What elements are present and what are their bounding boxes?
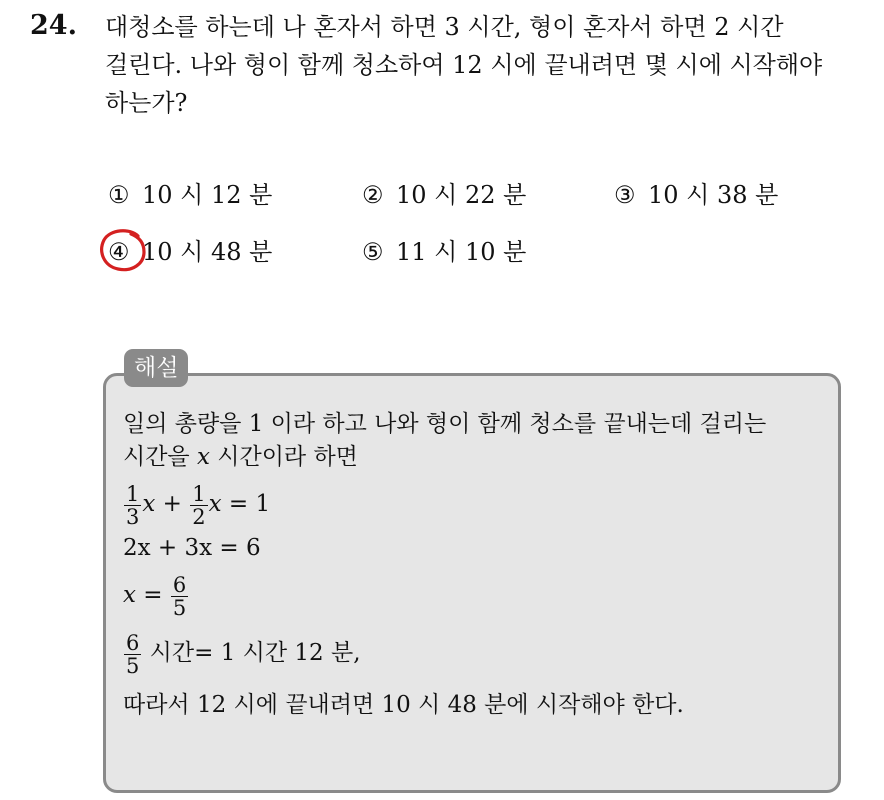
fraction-one-half [190, 483, 207, 528]
choice-4-text: 10 시 48 분 [142, 238, 273, 266]
solution-line-2-pre: 시간을 [123, 444, 197, 470]
choice-3-text: 10 시 38 분 [648, 181, 779, 209]
fraction-numerator: 1 [126, 481, 140, 506]
fraction-denominator: 5 [126, 653, 140, 678]
choice-3-mark: ③ [614, 181, 636, 209]
choice-1-text: 10 시 12 분 [142, 181, 273, 209]
time-conversion-text: 시간= 1 시간 12 분, [142, 640, 361, 666]
solution-body [123, 408, 833, 722]
variable-x: x [208, 491, 222, 517]
question-line-1: 대청소를 하는데 나 혼자서 하면 3 시간, 형이 혼자서 하면 2 시간 [105, 13, 784, 41]
equation-4 [123, 627, 833, 679]
answer-circle-annotation [98, 226, 150, 274]
choice-5-text: 11 시 10 분 [396, 238, 527, 266]
choice-1[interactable] [108, 180, 272, 210]
fraction-numerator: 6 [126, 630, 140, 655]
question-text [105, 8, 865, 122]
equation-3 [123, 569, 833, 621]
variable-x: x [196, 444, 210, 470]
choice-2-text: 10 시 22 분 [396, 181, 527, 209]
fraction-six-fifths [171, 574, 188, 619]
fraction-denominator: 2 [192, 504, 206, 529]
fraction-numerator: 6 [172, 572, 187, 597]
fraction-one-third [124, 483, 141, 528]
solution-line-2 [123, 441, 833, 474]
fraction-six-fifths [124, 632, 141, 677]
choice-3[interactable] [614, 180, 778, 210]
fraction-numerator: 1 [192, 481, 206, 506]
equation-1 [123, 478, 833, 530]
choice-4-mark: ④ [108, 238, 130, 266]
question-line-2: 걸린다. 나와 형이 함께 청소하여 12 시에 끝내려면 몇 시에 시작해야 [105, 51, 823, 79]
choice-2-mark: ② [362, 181, 384, 209]
choice-5[interactable] [362, 237, 526, 267]
equation-rhs: = 1 [221, 491, 271, 517]
question-number: 24. [30, 10, 77, 41]
solution-tab: 해설 [124, 349, 188, 387]
solution-line-1: 일의 총량을 1 이라 하고 나와 형이 함께 청소를 끝내는데 걸리는 [123, 411, 767, 437]
fraction-denominator: 3 [126, 504, 140, 529]
variable-x: x [142, 491, 156, 517]
question-line-3: 하는가? [105, 89, 188, 117]
plus-sign: + [155, 491, 190, 517]
equals-sign: = [135, 582, 170, 608]
solution-conclusion: 따라서 12 시에 끝내려면 10 시 48 분에 시작해야 한다. [123, 692, 684, 718]
solution-line-2-post: 시간이라 하면 [209, 444, 358, 470]
choice-5-mark: ⑤ [362, 238, 384, 266]
fraction-denominator: 5 [172, 595, 187, 620]
equation-2: 2x + 3x = 6 [123, 535, 261, 561]
choice-1-mark: ① [108, 181, 130, 209]
choice-2[interactable] [362, 180, 526, 210]
variable-x: x [123, 582, 136, 608]
